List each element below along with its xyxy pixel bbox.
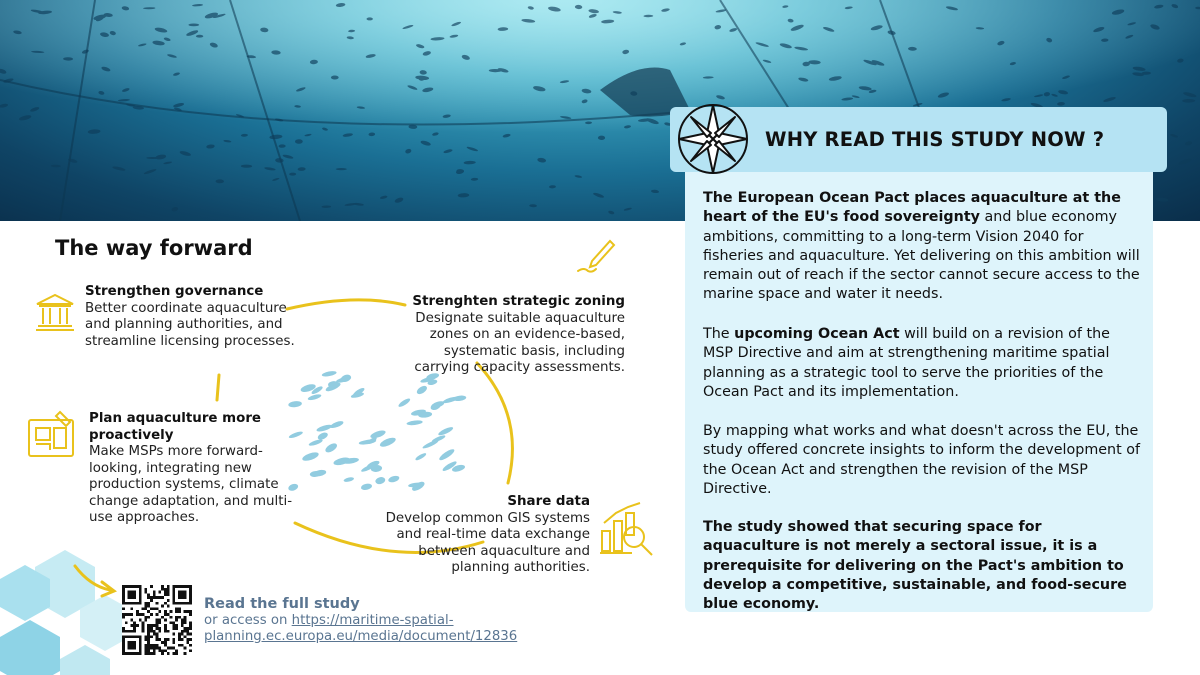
- plan-blueprint-icon: [26, 410, 78, 462]
- panel-paragraph-1: [703, 189, 1143, 305]
- study-link[interactable]: https://maritime-spatial-planning.ec.europa.eu/media/document/12836: [204, 613, 518, 644]
- panel-title: WHY READ THIS STUDY NOW ?: [765, 128, 1105, 151]
- read-full-study-label: Read the full study: [204, 596, 360, 612]
- item-proactive-heading: Plan aquaculture more proactively: [89, 411, 262, 443]
- section-title: The way forward: [55, 236, 253, 260]
- panel-paragraph-2: [703, 325, 1143, 402]
- qr-code[interactable]: [122, 585, 192, 655]
- data-analytics-icon: [598, 501, 658, 559]
- p2-start: The: [703, 326, 735, 342]
- fish-school-icon: [280, 365, 470, 495]
- item-governance: [85, 284, 300, 350]
- item-share-data: [365, 494, 590, 577]
- item-share-data-heading: Share data: [507, 494, 590, 509]
- p1-rest: and blue economy ambitions, committing to a long-term Vision 2040 for fisheries and aquaculture. Yet delivering on this ambition will remain out of reach if the sector cannot secure access to the marine space and water it needs.: [703, 209, 1140, 303]
- item-zoning: [395, 294, 625, 377]
- government-building-icon: [34, 292, 76, 332]
- access-text: [204, 613, 524, 645]
- item-zoning-text: Designate suitable aquaculture zones on an evidence-based, systematic basis, including carrying capacity assessments.: [414, 310, 625, 375]
- access-prefix: or access on: [204, 613, 288, 628]
- item-governance-heading: Strengthen governance: [85, 284, 264, 299]
- panel-paragraph-3: By mapping what works and what doesn't across the EU, the study offered concrete insights to inform the development of the Ocean Act and strengthen the revision of the MSP Directive.: [703, 423, 1141, 497]
- item-proactive-text: Make MSPs more forward-looking, integrating new production systems, climate change adaptation, and multi-use approaches.: [89, 444, 293, 525]
- p1-bold: The European Ocean Pact places aquaculture at the heart of the EU's food sovereignty: [703, 190, 1121, 226]
- item-proactive: [89, 411, 299, 527]
- p2-rest: will build on a revision of the MSP Directive and aim at strengthening maritime spatial planning as a strategic tool to serve the priorities of the Ocean Pact and its implementation.: [703, 326, 1110, 400]
- item-share-data-text: Develop common GIS systems and real-time data exchange between aquaculture and planning authorities.: [385, 510, 590, 575]
- item-zoning-heading: Strenghten strategic zoning: [412, 294, 625, 309]
- compass-rose-icon: [675, 101, 751, 177]
- p4-bold: The study showed that securing space for aquaculture is not merely a sectoral issue, it is a prerequisite for delivering on the Pact's ambition to develop a competitive, sustainable, and food-secure blue economy.: [703, 519, 1127, 613]
- pencil-icon: [576, 237, 616, 275]
- panel-paragraph-4: [703, 518, 1143, 614]
- p2-bold: upcoming Ocean Act: [734, 326, 900, 342]
- arrow-icon: [72, 562, 120, 598]
- item-governance-text: Better coordinate aquaculture and planning authorities, and streamline licensing processes.: [85, 300, 295, 349]
